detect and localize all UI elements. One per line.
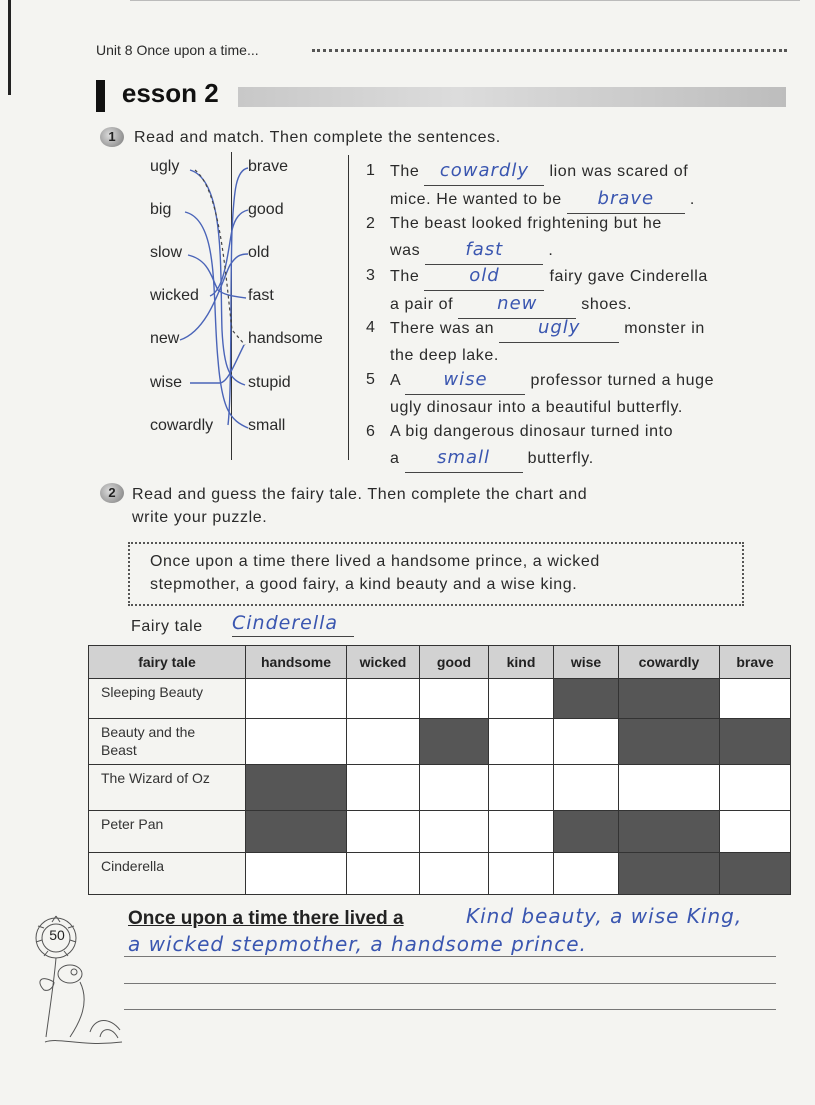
chart-cell-handsome	[246, 811, 347, 853]
answer-text: new	[497, 293, 538, 314]
chart-cell-wise	[554, 811, 619, 853]
left-word-cowardly: cowardly	[150, 417, 214, 434]
top-rule	[130, 0, 800, 1]
right-word-good: good	[248, 201, 284, 218]
sentence-line1: A big dangerous dinosaur turned into	[390, 423, 674, 440]
chart-header-wicked: wicked	[347, 646, 420, 679]
sentence-2	[366, 211, 790, 265]
puzzle-line-3	[124, 1009, 776, 1010]
right-word-brave: brave	[248, 158, 289, 175]
chart-cell-brave	[720, 679, 791, 719]
puzzle-line-2	[124, 983, 776, 984]
puzzle-answer-line2: a wicked stepmother, a handsome prince.	[128, 932, 587, 956]
right-word-fast: fast	[248, 287, 274, 304]
chart-header-brave: brave	[720, 646, 791, 679]
fairy-tale-chart	[88, 645, 791, 895]
chart-cell-handsome	[246, 853, 347, 895]
chart-cell-wise	[554, 853, 619, 895]
sentence-line2: ugly dinosaur into a beautiful butterfly.	[390, 399, 683, 416]
sentence-line1: The old fairy gave Cinderella	[390, 263, 790, 291]
chart-row-name: Beauty and the Beast	[89, 719, 246, 765]
page-number: 50	[49, 927, 65, 943]
chart-cell-good	[420, 719, 489, 765]
left-word-wise: wise	[150, 374, 183, 391]
sentence-6	[366, 419, 790, 473]
sentence-line2: the deep lake.	[390, 347, 499, 364]
answer-blank	[424, 263, 544, 291]
exercise-2-badge: 2	[100, 483, 124, 503]
sentence-number: 5	[366, 371, 376, 388]
match-line-wicked-good	[210, 210, 248, 296]
chart-cell-cowardly	[619, 853, 720, 895]
sentence-number: 6	[366, 423, 376, 440]
match-line-big-small	[185, 212, 248, 428]
story-box-line1: Once upon a time there lived a handsome prince, a wicked	[150, 553, 600, 570]
exercise-1-instruction: Read and match. Then complete the sentences.	[134, 129, 501, 146]
chart-cell-handsome	[246, 765, 347, 811]
chart-cell-cowardly	[619, 765, 720, 811]
answer-text: wise	[443, 369, 488, 390]
answer-text: brave	[597, 188, 655, 209]
sentence-line1: There was an ugly monster in	[390, 315, 790, 343]
chart-header-good: good	[420, 646, 489, 679]
chart-row	[89, 765, 791, 811]
answer-blank	[567, 186, 685, 214]
chart-row	[89, 811, 791, 853]
chart-cell-handsome	[246, 719, 347, 765]
unit-title: Unit 8 Once upon a time...	[96, 42, 259, 58]
chart-cell-brave	[720, 719, 791, 765]
lesson-bar	[96, 80, 105, 112]
answer-blank	[424, 158, 544, 186]
sentence-number: 4	[366, 319, 376, 336]
match-line-slow-fast	[188, 255, 246, 298]
story-box-line2: stepmother, a good fairy, a kind beauty and a wise king.	[150, 576, 578, 593]
chart-row	[89, 719, 791, 765]
chart-cell-cowardly	[619, 679, 720, 719]
chart-header-wise: wise	[554, 646, 619, 679]
sentence-3	[366, 263, 790, 319]
chart-cell-wicked	[347, 853, 420, 895]
chart-cell-kind	[489, 679, 554, 719]
chart-cell-brave	[720, 811, 791, 853]
chart-cell-kind	[489, 811, 554, 853]
page-binding-edge	[8, 0, 11, 95]
puzzle-line-1	[124, 956, 776, 957]
sentence-5	[366, 367, 790, 421]
sentence-line2: was fast .	[390, 237, 790, 265]
chart-cell-good	[420, 853, 489, 895]
chart-row	[89, 853, 791, 895]
sentence-number: 2	[366, 215, 376, 232]
answer-text: old	[469, 265, 500, 286]
chart-row-name: Sleeping Beauty	[89, 679, 246, 719]
right-word-small: small	[248, 417, 286, 434]
unit-dotted-rule	[312, 49, 787, 52]
fairy-tale-answer: Cinderella	[232, 612, 339, 634]
chart-cell-brave	[720, 853, 791, 895]
puzzle-answer-line1: Kind beauty, a wise King,	[466, 904, 743, 928]
puzzle-prefix: Once upon a time there lived a	[128, 908, 404, 929]
chart-cell-brave	[720, 765, 791, 811]
sentence-4	[366, 315, 790, 369]
chart-cell-wise	[554, 765, 619, 811]
chart-cell-good	[420, 811, 489, 853]
exercise-2-instruction-line2: write your puzzle.	[132, 509, 268, 526]
matching-lines	[140, 150, 340, 450]
chart-cell-good	[420, 679, 489, 719]
chart-cell-handsome	[246, 679, 347, 719]
answer-text: fast	[465, 239, 504, 260]
answer-text: small	[437, 447, 491, 468]
lesson-band	[238, 87, 786, 107]
chart-cell-good	[420, 765, 489, 811]
chart-header-fairy-tale: fairy tale	[89, 646, 246, 679]
answer-blank	[425, 237, 543, 265]
answer-text: ugly	[537, 317, 581, 338]
chart-row	[89, 679, 791, 719]
exercise-2-instruction-line1: Read and guess the fairy tale. Then complete the chart and	[132, 486, 588, 503]
chart-row-name: Peter Pan	[89, 811, 246, 853]
sentence-line2: mice. He wanted to be brave .	[390, 186, 790, 214]
chart-cell-cowardly	[619, 719, 720, 765]
sentence-line1: The cowardly lion was scared of	[390, 158, 790, 186]
chart-cell-kind	[489, 765, 554, 811]
chart-header-kind: kind	[489, 646, 554, 679]
chart-cell-wicked	[347, 719, 420, 765]
chart-row-name: Cinderella	[89, 853, 246, 895]
chart-cell-kind	[489, 719, 554, 765]
chart-header-row	[89, 646, 791, 679]
exercise-1-badge: 1	[100, 127, 124, 147]
chart-row-name: The Wizard of Oz	[89, 765, 246, 811]
sentence-divider	[348, 155, 349, 460]
chart-cell-wicked	[347, 679, 420, 719]
chart-cell-kind	[489, 853, 554, 895]
answer-text: cowardly	[439, 160, 529, 181]
sentence-1	[366, 158, 790, 214]
chart-cell-wicked	[347, 811, 420, 853]
left-word-new: new	[150, 330, 180, 347]
left-word-big: big	[150, 201, 172, 218]
left-word-slow: slow	[150, 244, 183, 261]
sentence-number: 1	[366, 162, 376, 179]
right-word-stupid: stupid	[248, 374, 291, 391]
answer-blank	[405, 445, 523, 473]
left-word-wicked: wicked	[150, 287, 199, 304]
sentence-line2: a pair of new shoes.	[390, 291, 790, 319]
sentence-line1: The beast looked frightening but he	[390, 215, 662, 232]
chart-header-handsome: handsome	[246, 646, 347, 679]
lesson-title-text: esson 2	[121, 78, 219, 108]
answer-blank	[405, 367, 525, 395]
chart-cell-wise	[554, 679, 619, 719]
chart-cell-wise	[554, 719, 619, 765]
fairy-tale-blank	[232, 612, 354, 637]
fairy-tale-label: Fairy tale	[131, 618, 203, 635]
sentence-number: 3	[366, 267, 376, 284]
answer-blank	[499, 315, 619, 343]
chart-cell-cowardly	[619, 811, 720, 853]
lesson-title	[106, 78, 219, 109]
chart-cell-wicked	[347, 765, 420, 811]
chart-header-cowardly: cowardly	[619, 646, 720, 679]
right-word-handsome: handsome	[248, 330, 323, 347]
sentence-line1: A wise professor turned a huge	[390, 367, 790, 395]
left-word-ugly: ugly	[150, 158, 180, 175]
right-word-old: old	[248, 244, 270, 261]
sentence-line2: a small butterfly.	[390, 445, 790, 473]
